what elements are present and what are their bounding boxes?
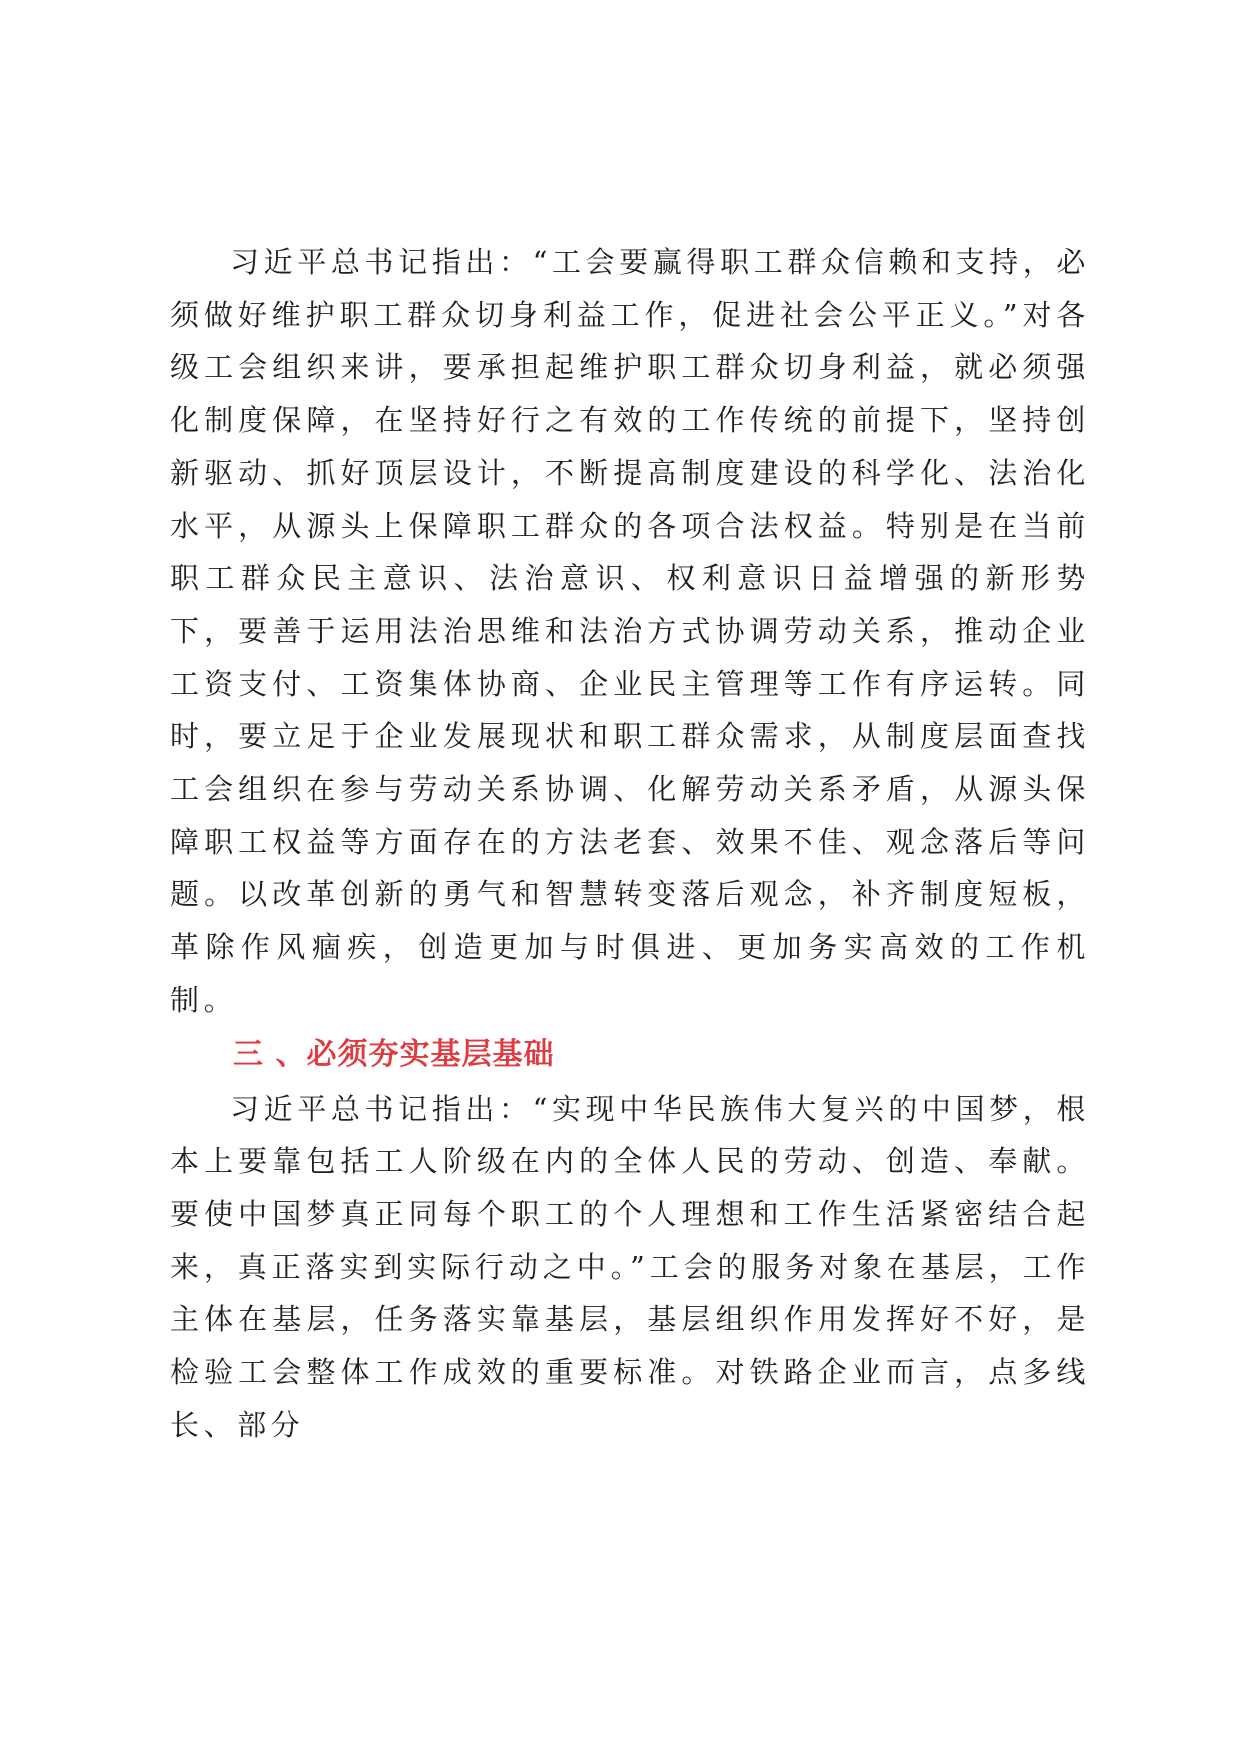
body-paragraph-2: 习近平总书记指出：“实现中华民族伟大复兴的中国梦，根本上要靠包括工人阶级在内的全体人民的劳动、创造、奉献。要使中国梦真正同每个职工的个人理想和工作生活紧密结合起来，真正落实到实际行动之中。”工会的服务对象在基层，工作主体在基层，任务落实靠基层，基层组织作用发挥好不好，是检验工会整体工作成效的重要标准。对铁路企业而言，点多线长、部分 <box>170 1091 1090 1442</box>
document-body <box>170 236 1090 1451</box>
body-paragraph-1: 习近平总书记指出：“工会要赢得职工群众信赖和支持，必须做好维护职工群众切身利益工作，促进社会公平正义。”对各级工会组织来讲，要承担起维护职工群众切身利益，就必须强化制度保障，在坚持好行之有效的工作传统的前提下，坚持创新驱动、抓好顶层设计，不断提高制度建设的科学化、法治化水平，从源头上保障职工群众的各项合法权益。特别是在当前职工群众民主意识、法治意识、权利意识日益增强的新形势下，要善于运用法治思维和法治方式协调劳动关系，推动企业工资支付、工资集体协商、企业民主管理等工作有序运转。同时，要立足于企业发展现状和职工群众需求，从制度层面查找工会组织在参与劳动关系协调、化解劳动关系矛盾，从源头保障职工权益等方面存在的方法老套、效果不佳、观念落后等问题。以改革创新的勇气和智慧转变落后观念，补齐制度短板，革除作风痼疾，创造更加与时俱进、更加务实高效的工作机制。 <box>170 245 1090 1017</box>
section-heading: 三 、必须夯实基层基础 <box>233 1036 555 1072</box>
